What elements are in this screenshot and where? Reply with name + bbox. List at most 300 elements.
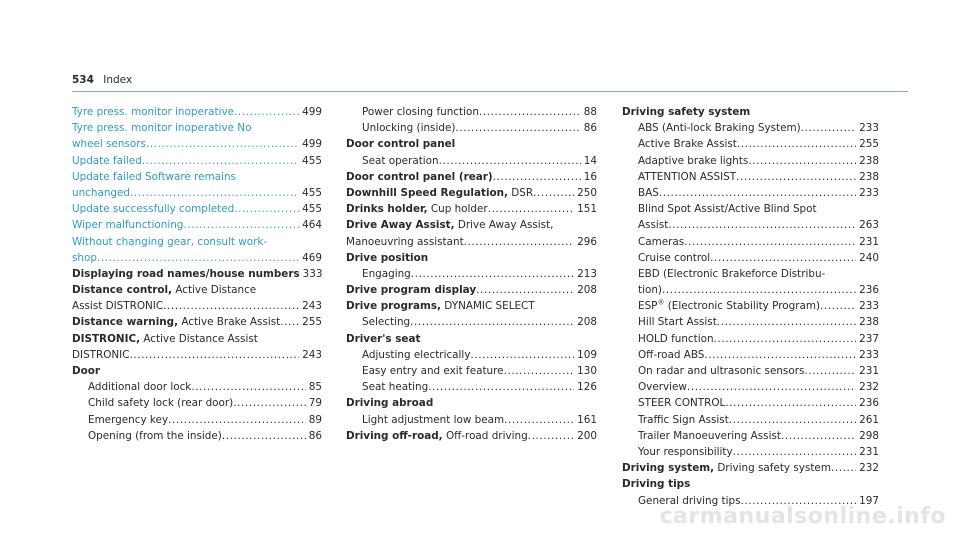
watermark: carmanualsonline.info [659, 504, 946, 529]
index-subentry [622, 250, 879, 266]
dot-leader [470, 347, 574, 363]
dot-leader [411, 266, 574, 282]
dot-leader [748, 153, 856, 169]
index-subentry [622, 120, 879, 136]
index-subentry [346, 412, 597, 428]
entry-label: shop [72, 251, 97, 264]
dot-leader [781, 428, 856, 444]
index-entry [346, 250, 597, 266]
entry-label: Emergency key [88, 413, 169, 426]
entry-text [638, 314, 717, 330]
index-subentry [622, 153, 879, 169]
dot-leader [533, 185, 574, 201]
entry-label: Additional door lock [88, 381, 192, 394]
index-entry [346, 395, 597, 411]
dot-leader [146, 136, 299, 152]
entry-keyword: Drive Away Assist, [346, 219, 455, 232]
dot-leader [733, 444, 857, 460]
page-reference: 238 [859, 170, 879, 183]
index-subentry [622, 266, 879, 282]
index-subentry [346, 153, 597, 169]
index-link-entry[interactable] [72, 201, 322, 217]
entry-keyword: Driving system, [622, 462, 715, 475]
page-reference: 455 [302, 186, 322, 199]
entry-label: Wiper malfunctioning [72, 219, 184, 232]
entry-text [638, 169, 736, 185]
entry-text [346, 234, 464, 250]
entry-text [638, 347, 704, 363]
index-entry [72, 298, 322, 314]
dot-leader [439, 153, 581, 169]
entry-text [72, 284, 256, 296]
index-subentry [622, 347, 879, 363]
entry-label: Child safety lock (rear door) [88, 397, 234, 410]
dot-leader [234, 201, 299, 217]
entry-text [72, 365, 100, 377]
page-reference: 250 [577, 186, 597, 199]
entry-text [638, 412, 729, 428]
entry-text [638, 234, 684, 250]
index-link-entry[interactable] [72, 169, 322, 185]
index-subentry [346, 120, 597, 136]
index-subentry [622, 298, 879, 314]
index-subentry [72, 395, 322, 411]
page-reference: 243 [302, 300, 322, 313]
entry-label: ATTENTION ASSIST [638, 170, 737, 183]
page-reference: 208 [577, 284, 597, 297]
entry-label: unchanged [72, 186, 131, 199]
entry-text [362, 379, 428, 395]
dot-leader [704, 347, 856, 363]
index-entry [72, 363, 322, 379]
entry-text [72, 217, 183, 233]
entry-keyword: DISTRONIC, [72, 332, 141, 345]
index-link-entry[interactable] [72, 217, 322, 233]
entry-text [346, 428, 528, 444]
page-reference: 126 [577, 381, 597, 394]
entry-text [638, 298, 820, 314]
entry-text [88, 379, 191, 395]
entry-text [638, 395, 725, 411]
entry-keyword: Driving safety system [622, 106, 751, 118]
dot-leader [736, 169, 856, 185]
index-entry [72, 282, 322, 298]
page-reference: 263 [859, 219, 879, 232]
entry-label: On radar and ultrasonic sensors [638, 365, 805, 377]
dot-leader [820, 298, 856, 314]
index-entry [72, 331, 322, 347]
page-reference: 296 [577, 235, 597, 248]
dot-leader [428, 379, 574, 395]
page-reference: 455 [302, 154, 322, 167]
entry-label: wheel sensors [72, 138, 146, 151]
dot-leader [668, 217, 856, 233]
entry-label: Adjusting electrically [362, 348, 471, 361]
index-entry [622, 460, 879, 476]
index-column-3 [622, 104, 879, 509]
index-entry [346, 298, 597, 314]
page-header [72, 74, 132, 86]
entry-keyword: Door [72, 365, 101, 377]
entry-text [638, 136, 737, 152]
entry-keyword: Drive programs, [346, 300, 441, 313]
entry-text [638, 282, 662, 298]
entry-label: Trailer Manoeuvering Assist [638, 429, 781, 442]
dot-leader [233, 395, 306, 411]
dot-leader [191, 379, 305, 395]
page-reference: 86 [308, 429, 322, 442]
index-entry [346, 282, 597, 298]
entry-label: Manoeuvring assistant [346, 235, 464, 248]
page-reference: 238 [859, 316, 879, 329]
entry-text [72, 171, 236, 183]
page-reference: 233 [859, 186, 879, 199]
index-subentry [72, 379, 322, 395]
page-reference: 469 [302, 251, 322, 264]
page-reference: 232 [859, 381, 879, 394]
index-subentry [622, 282, 879, 298]
entry-text [362, 412, 504, 428]
dot-leader [464, 234, 575, 250]
dot-leader [493, 169, 581, 185]
entry-label: Driving safety system [714, 462, 831, 475]
entry-label: Update failed [72, 154, 142, 167]
entry-label: Update successfully completed [72, 203, 235, 216]
page-reference: 130 [577, 365, 597, 377]
entry-text [72, 122, 251, 134]
entry-keyword: Drive position [346, 251, 429, 264]
dot-leader [528, 428, 574, 444]
page-reference: 455 [302, 203, 322, 216]
entry-keyword: Downhill Speed Regulation, [346, 186, 508, 199]
page-reference: 233 [859, 348, 879, 361]
registered-mark: ® [657, 298, 665, 307]
index-subentry [622, 217, 879, 233]
entry-keyword: Driving off-road, [346, 429, 443, 442]
entry-text [72, 333, 258, 345]
entry-text [638, 120, 801, 136]
page-number: 534 [72, 74, 94, 86]
entry-text [72, 153, 142, 169]
index-entry [72, 266, 322, 282]
index-subentry [72, 428, 322, 444]
index-link-entry[interactable] [72, 153, 322, 169]
dot-leader [737, 136, 856, 152]
entry-label: Without changing gear, consult work- [72, 235, 268, 248]
entry-label: Active Distance Assist [140, 332, 258, 345]
entry-text [72, 314, 280, 330]
page-reference: 86 [583, 122, 597, 135]
index-subentry [346, 104, 597, 120]
entry-text [346, 138, 455, 150]
page-reference: 499 [302, 138, 322, 151]
entry-text [362, 153, 439, 169]
index-subentry [622, 314, 879, 330]
page-reference: 151 [577, 203, 597, 216]
entry-text [638, 379, 687, 395]
dot-leader [687, 379, 856, 395]
entry-label: Opening (from the inside) [88, 429, 222, 442]
page-reference: 233 [859, 122, 879, 135]
page-reference: 200 [577, 429, 597, 442]
dot-leader [801, 120, 857, 136]
entry-label: Off-road ABS [638, 348, 705, 361]
entry-text [638, 268, 825, 280]
entry-label: BAS [638, 186, 659, 199]
dot-leader [804, 363, 856, 379]
page-reference: 255 [302, 316, 322, 329]
dot-leader [476, 282, 574, 298]
entry-label: Update failed Software remains [72, 170, 236, 183]
index-entry [346, 428, 597, 444]
index-link-entry[interactable] [72, 234, 322, 250]
entry-text [638, 363, 804, 379]
entry-text [362, 347, 470, 363]
page-reference: 197 [859, 494, 879, 507]
entry-label: Traffic Sign Assist [638, 413, 729, 426]
entry-label: ESP [638, 300, 658, 313]
entry-label: Overview [638, 381, 687, 394]
dot-leader [280, 314, 299, 330]
index-subentry [622, 331, 879, 347]
entry-text [638, 217, 668, 233]
entry-keyword: Driving abroad [346, 397, 434, 410]
dot-leader [504, 363, 575, 379]
dot-leader [504, 412, 574, 428]
index-subentry [346, 266, 597, 282]
entry-text [72, 298, 163, 314]
entry-label: tion) [638, 284, 662, 297]
page-reference: 208 [577, 316, 597, 329]
entry-label: Assist DISTRONIC [72, 300, 164, 313]
dot-leader [130, 347, 300, 363]
entry-label: DYNAMIC SELECT [440, 300, 535, 313]
dot-leader [662, 282, 856, 298]
dot-leader [142, 153, 299, 169]
entry-label: Assist [638, 219, 669, 232]
entry-keyword: Drive program display [346, 284, 477, 297]
entry-label: Cup holder [427, 203, 488, 216]
page-reference: 231 [859, 365, 879, 377]
index-link-entry[interactable] [72, 120, 322, 136]
index-entry [346, 217, 597, 233]
entry-keyword: Driving tips [622, 478, 691, 491]
entry-label: Unlocking (inside) [362, 122, 456, 135]
entry-text [72, 104, 234, 120]
entry-text [346, 282, 476, 298]
entry-text [638, 153, 748, 169]
dot-leader [717, 314, 856, 330]
page-reference: 16 [583, 170, 597, 183]
index-entry [346, 234, 597, 250]
entry-text [638, 444, 733, 460]
entry-text [88, 395, 233, 411]
entry-text [362, 120, 455, 136]
entry-label: General driving tips [638, 494, 741, 507]
index-column-1 [72, 104, 322, 444]
page-reference: 255 [859, 138, 879, 151]
entry-keyword: Door control panel [346, 138, 456, 151]
dot-leader [222, 428, 306, 444]
entry-text [622, 106, 750, 118]
index-link-entry[interactable] [72, 250, 322, 266]
entry-label: Selecting [362, 316, 411, 329]
entry-keyword: Driver's seat [346, 332, 421, 345]
index-entry [622, 104, 879, 120]
page-reference: 85 [308, 381, 322, 394]
dot-leader [168, 412, 306, 428]
page-reference: 298 [859, 429, 879, 442]
entry-text [72, 266, 300, 282]
index-subentry [72, 412, 322, 428]
dot-leader [714, 331, 857, 347]
entry-label: ABS (Anti-lock Braking System) [638, 122, 801, 135]
page-reference: 236 [859, 284, 879, 297]
entry-label: Hill Start Assist [638, 316, 717, 329]
page-reference: 240 [859, 251, 879, 264]
index-subentry [622, 379, 879, 395]
page-reference: 238 [859, 154, 879, 167]
index-subentry [622, 363, 879, 379]
entry-label: Tyre press. monitor inoperative No [72, 122, 252, 135]
entry-text [362, 266, 411, 282]
index-subentry [622, 428, 879, 444]
entry-label: Off-road driving [442, 429, 528, 442]
index-entry [72, 314, 322, 330]
dot-leader [410, 314, 574, 330]
dot-leader [488, 201, 574, 217]
entry-label: (Electronic Stability Program) [664, 300, 821, 313]
entry-text [346, 252, 428, 264]
section-title: Index [103, 74, 133, 86]
entry-text [88, 428, 222, 444]
entry-label: Your responsibility [638, 445, 733, 458]
index-subentry [622, 136, 879, 152]
dot-leader [130, 185, 299, 201]
entry-keyword: Distance control, [72, 284, 173, 297]
entry-text [346, 300, 535, 312]
entry-label: Drive Away Assist, [454, 219, 554, 232]
page-reference: 233 [859, 300, 879, 313]
index-entry [72, 347, 322, 363]
dot-leader [234, 104, 299, 120]
entry-label: Blind Spot Assist/Active Blind Spot [638, 203, 817, 216]
index-subentry [622, 201, 879, 217]
index-subentry [622, 169, 879, 185]
entry-label: HOLD function [638, 332, 714, 345]
entry-text [72, 347, 130, 363]
page-reference: 236 [859, 397, 879, 410]
index-entry [346, 331, 597, 347]
index-subentry [346, 379, 597, 395]
index-link-entry[interactable] [72, 185, 322, 201]
entry-keyword: Distance warning, [72, 316, 179, 329]
entry-text [72, 185, 130, 201]
page-reference: 161 [577, 413, 597, 426]
index-subentry [622, 444, 879, 460]
entry-label: Adaptive brake lights [638, 154, 749, 167]
index-entry [346, 185, 597, 201]
page-reference: 261 [859, 413, 879, 426]
entry-text [362, 363, 504, 379]
page-reference: 243 [302, 348, 322, 361]
entry-text [72, 201, 234, 217]
entry-label: Active Brake Assist [178, 316, 281, 329]
entry-text [346, 201, 488, 217]
entry-text [638, 331, 714, 347]
index-subentry [622, 395, 879, 411]
index-subentry [622, 185, 879, 201]
entry-label: Seat heating [362, 381, 429, 394]
dot-leader [684, 234, 856, 250]
entry-text [362, 314, 410, 330]
dot-leader [725, 395, 856, 411]
entry-label: Cruise control [638, 251, 711, 264]
index-entry [346, 136, 597, 152]
entry-text [346, 219, 553, 231]
entry-label: Engaging [362, 267, 411, 280]
page-reference: 237 [859, 332, 879, 345]
entry-label: Active Brake Assist [638, 138, 737, 151]
page-reference: 79 [308, 397, 322, 410]
entry-label: Active Distance [172, 284, 257, 297]
dot-leader [455, 120, 580, 136]
index-subentry [622, 412, 879, 428]
page-reference: 88 [583, 106, 597, 118]
page-reference: 499 [302, 106, 322, 118]
entry-text [346, 169, 493, 185]
page-reference: 109 [577, 348, 597, 361]
entry-text [72, 236, 267, 248]
entry-label: DISTRONIC [72, 348, 130, 361]
index-entry [622, 476, 879, 492]
page-reference: 213 [577, 267, 597, 280]
entry-text [622, 478, 690, 490]
entry-text [88, 412, 168, 428]
entry-text [622, 460, 831, 476]
entry-text [346, 333, 420, 345]
header-divider [72, 91, 908, 92]
page-reference: 232 [859, 462, 879, 475]
index-entry [346, 201, 597, 217]
page-reference: 464 [302, 219, 322, 232]
page-reference: 231 [859, 235, 879, 248]
entry-label: Seat operation [362, 154, 439, 167]
entry-keyword: Drinks holder, [346, 203, 428, 216]
dot-leader [831, 460, 856, 476]
entry-text [362, 104, 479, 120]
entry-label: Light adjustment low beam [362, 413, 505, 426]
index-entry [346, 169, 597, 185]
entry-keyword: Displaying road names/house numbers [72, 267, 300, 280]
entry-label: DSR [508, 186, 534, 199]
page-reference: 89 [308, 413, 322, 426]
page-reference: 333 [302, 267, 323, 280]
dot-leader [183, 217, 299, 233]
entry-label: Tyre press. monitor inoperative [72, 106, 234, 118]
dot-leader [97, 250, 299, 266]
index-subentry [622, 234, 879, 250]
index-link-entry[interactable] [72, 136, 322, 152]
index-link-entry[interactable] [72, 104, 322, 120]
dot-leader [163, 298, 299, 314]
entry-text [638, 203, 817, 215]
entry-label: Easy entry and exit feature [362, 365, 504, 377]
dot-leader [659, 185, 856, 201]
index-subentry [346, 347, 597, 363]
entry-label: Cameras [638, 235, 685, 248]
entry-text [72, 250, 97, 266]
